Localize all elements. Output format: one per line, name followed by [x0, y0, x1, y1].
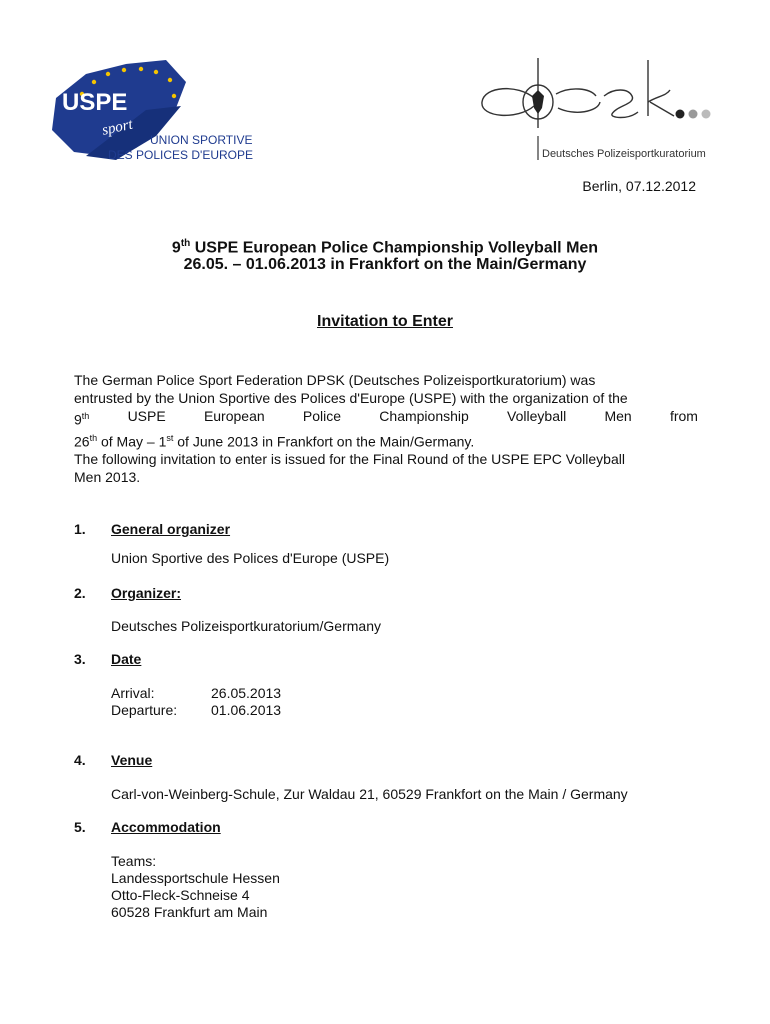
section-3-number: 3. — [74, 651, 86, 667]
section-1-number: 1. — [74, 521, 86, 537]
section-1-heading: General organizer — [111, 521, 231, 537]
title-line-2: 26.05. – 01.06.2013 in Frankfort on the Main/Germany — [183, 256, 587, 273]
section-5-number: 5. — [74, 819, 86, 835]
dpsk-name: Deutsches Polizeisportkuratorium — [542, 148, 706, 160]
uspe-logo — [46, 52, 256, 164]
uspe-abbr: USPE — [62, 89, 128, 116]
uspe-sport: sport — [100, 116, 135, 139]
title-line-1: 9th USPE European Police Championship Volleyball Men — [171, 238, 599, 257]
section-3-heading: Date — [111, 651, 142, 667]
departure-row: Departure: 01.06.2013 — [111, 702, 282, 718]
dpsk-logo — [478, 56, 724, 164]
intro-paragraph: The German Police Sport Federation DPSK (Deutsches Polizeisportkuratorium) was entrusted by the Union Sportive des Polices d'Europe (USPE) with the organization of the 9th USPE European Police Championship Volleyball Men from 26th of May – 1st of June 2013 in Frankfort on the Main/Germany. The following invitation to enter is issued for the Final Round of the USPE EPC Volleyball Men 2013. — [74, 372, 698, 486]
section-1-text: Union Sportive des Polices d'Europe (USPE) — [111, 550, 390, 566]
section-5-heading: Accommodation — [111, 819, 221, 835]
section-2-heading: Organizer: — [111, 585, 182, 601]
section-4-heading: Venue — [111, 752, 153, 768]
arrival-row: Arrival: 26.05.2013 — [111, 685, 282, 701]
section-2-text: Deutsches Polizeisportkuratorium/Germany — [111, 618, 381, 634]
uspe-line1: UNION SPORTIVE — [150, 133, 253, 147]
date-table — [111, 685, 281, 719]
section-4-text: Carl-von-Weinberg-Schule, Zur Waldau 21, 60529 Frankfort on the Main / Germany — [111, 786, 628, 802]
section-4-number: 4. — [74, 752, 86, 768]
section-2-number: 2. — [74, 585, 86, 601]
letter-date: Berlin, 07.12.2012 — [582, 178, 696, 194]
accommodation-address: Teams: Landessportschule Hessen Otto-Fleck-Schneise 4 60528 Frankfurt am Main — [111, 853, 280, 920]
uspe-line2: DES POLICES D'EUROPE — [108, 148, 253, 162]
invitation-heading: Invitation to Enter — [317, 313, 453, 330]
